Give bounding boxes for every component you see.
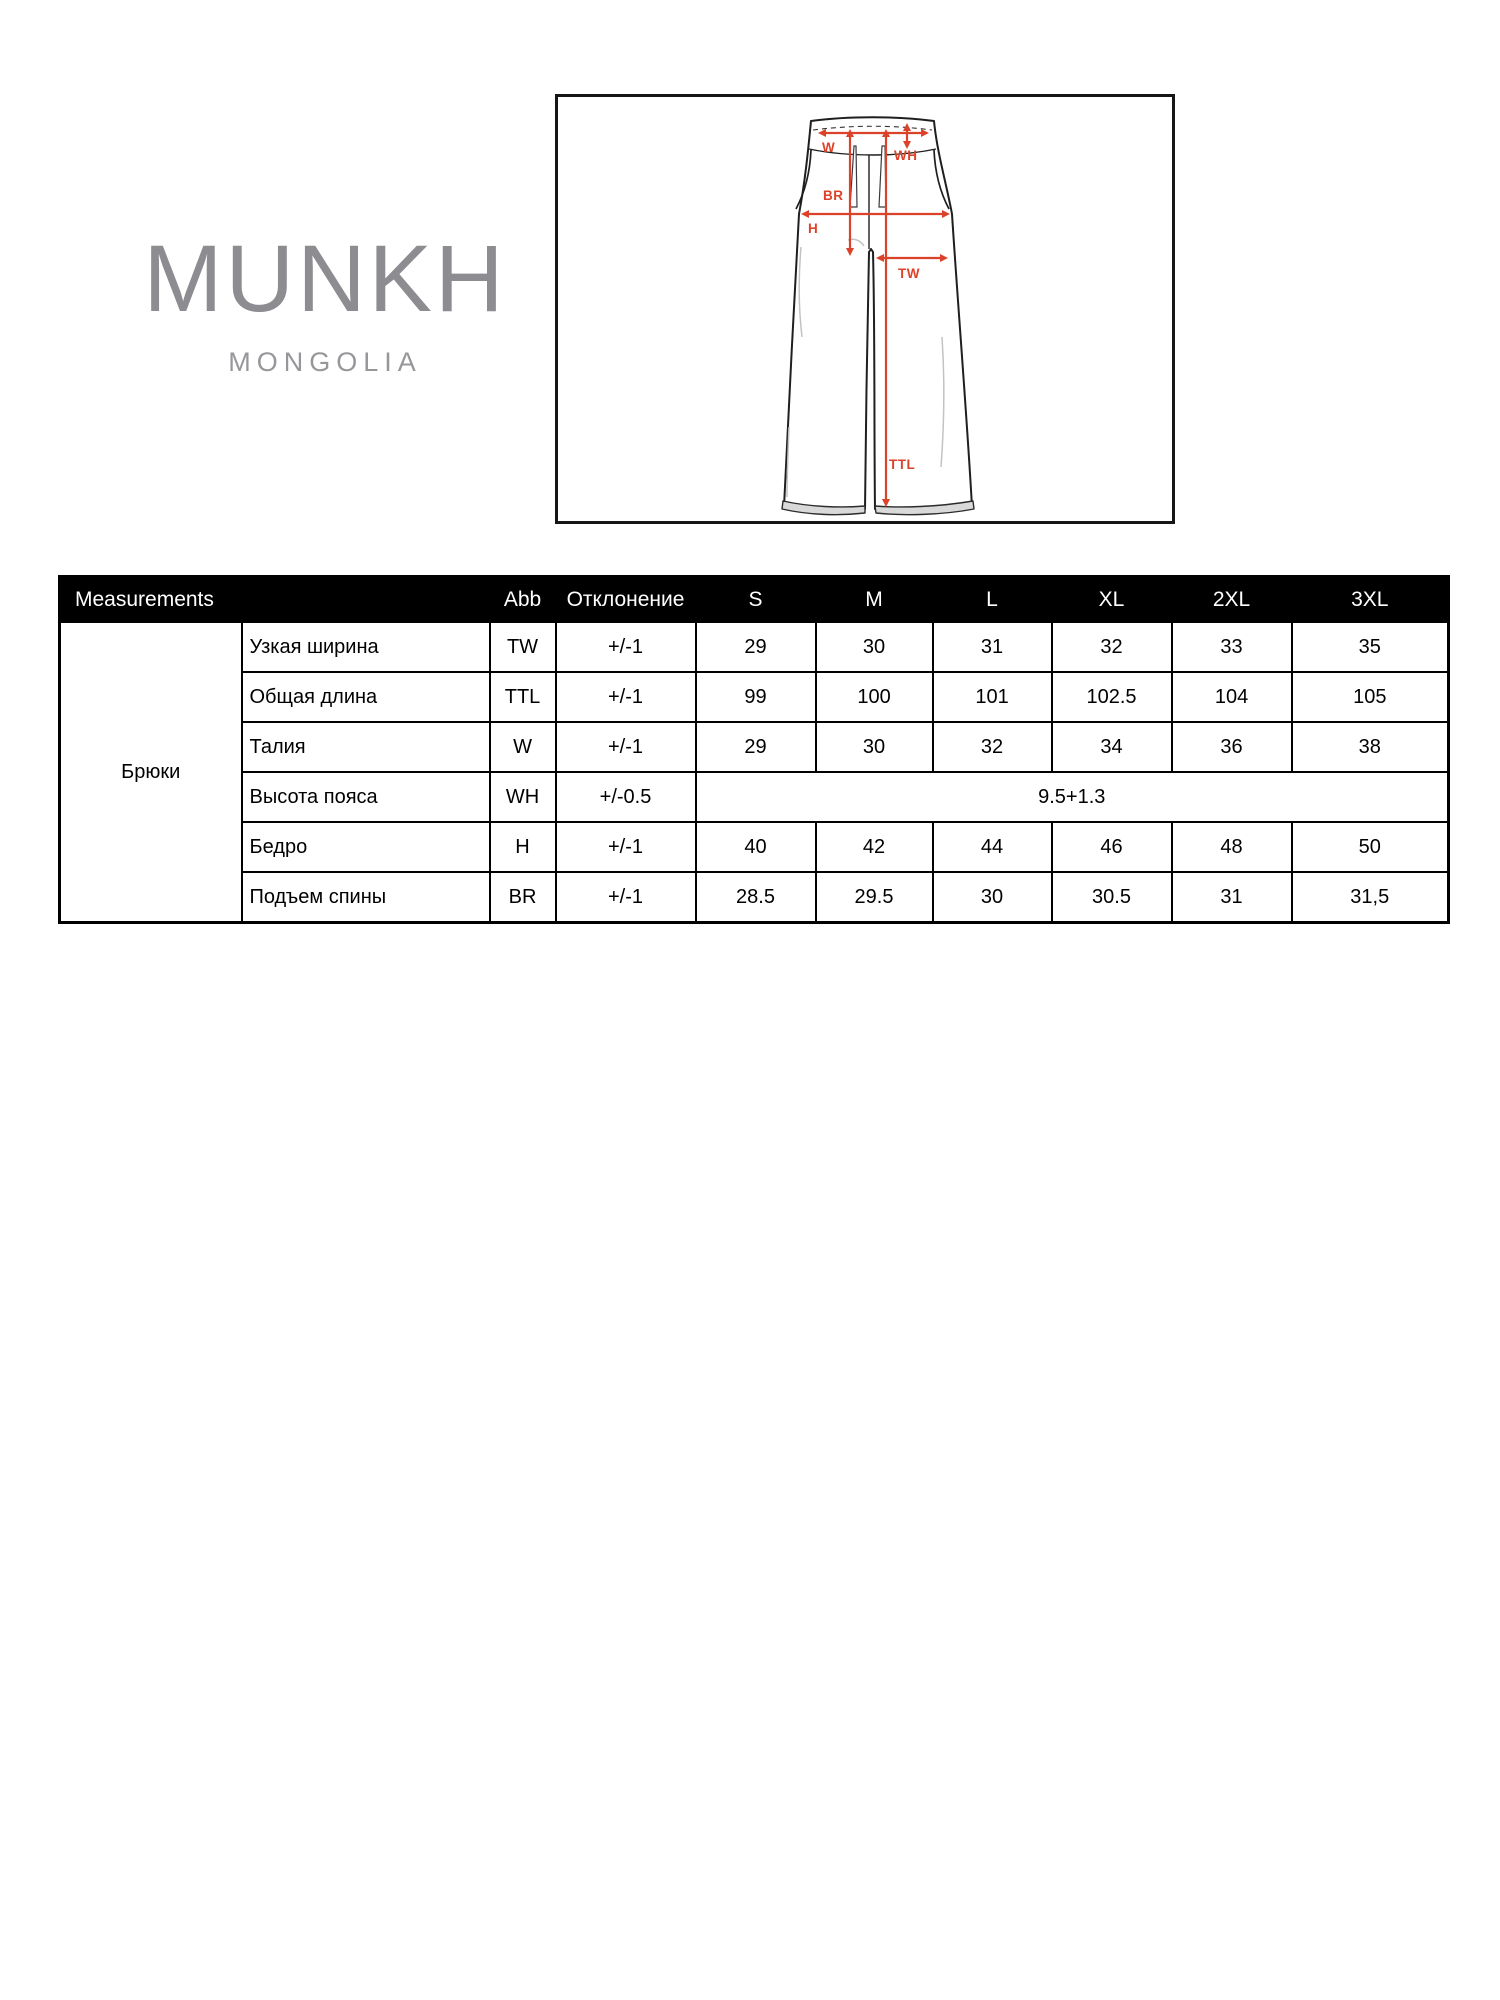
pants-diagram-frame bbox=[555, 94, 1175, 524]
header-size-3xl: 3XL bbox=[1292, 577, 1449, 623]
row-label: Узкая ширина bbox=[242, 622, 490, 672]
size-value-cell: 42 bbox=[816, 822, 933, 872]
size-value-cell: 101 bbox=[933, 672, 1052, 722]
size-value-cell: 44 bbox=[933, 822, 1052, 872]
header-size-s: S bbox=[696, 577, 816, 623]
deviation-cell: +/-1 bbox=[556, 822, 696, 872]
size-value-cell: 30 bbox=[933, 872, 1052, 923]
size-value-cell: 99 bbox=[696, 672, 816, 722]
size-value-cell: 34 bbox=[1052, 722, 1172, 772]
size-value-cell: 31 bbox=[933, 622, 1052, 672]
brand-logo bbox=[140, 226, 510, 378]
size-value-cell: 28.5 bbox=[696, 872, 816, 923]
size-value-cell: 102.5 bbox=[1052, 672, 1172, 722]
size-value-cell: 29 bbox=[696, 622, 816, 672]
br-label: BR bbox=[823, 188, 844, 203]
deviation-cell: +/-1 bbox=[556, 872, 696, 923]
deviation-cell: +/-1 bbox=[556, 622, 696, 672]
table-row bbox=[60, 672, 1449, 722]
deviation-cell: +/-0.5 bbox=[556, 772, 696, 822]
header-size-xl: XL bbox=[1052, 577, 1172, 623]
table-row bbox=[60, 722, 1449, 772]
measurements-table bbox=[58, 575, 1450, 924]
abb-cell: BR bbox=[490, 872, 556, 923]
header-measurements: Measurements bbox=[60, 577, 490, 623]
row-label: Высота пояса bbox=[242, 772, 490, 822]
header-abb: Abb bbox=[490, 577, 556, 623]
wh-label: WH bbox=[894, 148, 918, 163]
size-value-cell: 30 bbox=[816, 722, 933, 772]
brand-name: MUNKH bbox=[143, 226, 507, 332]
table-row bbox=[60, 622, 1449, 672]
size-value-cell: 33 bbox=[1172, 622, 1292, 672]
size-value-cell: 31,5 bbox=[1292, 872, 1449, 923]
deviation-cell: +/-1 bbox=[556, 672, 696, 722]
size-value-cell: 32 bbox=[1052, 622, 1172, 672]
h-label: H bbox=[808, 221, 819, 236]
ttl-label: TTL bbox=[889, 457, 916, 472]
size-value-cell: 105 bbox=[1292, 672, 1449, 722]
size-value-cell: 35 bbox=[1292, 622, 1449, 672]
tw-label: TW bbox=[898, 266, 920, 281]
pants-outline bbox=[782, 117, 974, 514]
abb-cell: W bbox=[490, 722, 556, 772]
merged-value-cell: 9.5+1.3 bbox=[696, 772, 1449, 822]
table-row bbox=[60, 872, 1449, 923]
table-row bbox=[60, 822, 1449, 872]
size-value-cell: 30 bbox=[816, 622, 933, 672]
pants-diagram bbox=[558, 97, 1172, 521]
size-value-cell: 104 bbox=[1172, 672, 1292, 722]
size-value-cell: 40 bbox=[696, 822, 816, 872]
size-value-cell: 38 bbox=[1292, 722, 1449, 772]
table-row bbox=[60, 772, 1449, 822]
size-value-cell: 32 bbox=[933, 722, 1052, 772]
size-value-cell: 31 bbox=[1172, 872, 1292, 923]
w-label: W bbox=[822, 140, 836, 155]
header-size-2xl: 2XL bbox=[1172, 577, 1292, 623]
category-cell: Брюки bbox=[60, 622, 242, 923]
size-value-cell: 30.5 bbox=[1052, 872, 1172, 923]
size-value-cell: 29 bbox=[696, 722, 816, 772]
row-label: Общая длина bbox=[242, 672, 490, 722]
size-value-cell: 48 bbox=[1172, 822, 1292, 872]
deviation-cell: +/-1 bbox=[556, 722, 696, 772]
table-header-row bbox=[60, 577, 1449, 623]
row-label: Подъем спины bbox=[242, 872, 490, 923]
header-size-l: L bbox=[933, 577, 1052, 623]
abb-cell: TW bbox=[490, 622, 556, 672]
header-deviation: Отклонение bbox=[556, 577, 696, 623]
header-size-m: M bbox=[816, 577, 933, 623]
size-value-cell: 100 bbox=[816, 672, 933, 722]
size-value-cell: 46 bbox=[1052, 822, 1172, 872]
abb-cell: TTL bbox=[490, 672, 556, 722]
size-value-cell: 29.5 bbox=[816, 872, 933, 923]
abb-cell: H bbox=[490, 822, 556, 872]
row-label: Талия bbox=[242, 722, 490, 772]
abb-cell: WH bbox=[490, 772, 556, 822]
size-value-cell: 50 bbox=[1292, 822, 1449, 872]
brand-subtitle: MONGOLIA bbox=[228, 346, 422, 377]
row-label: Бедро bbox=[242, 822, 490, 872]
size-value-cell: 36 bbox=[1172, 722, 1292, 772]
